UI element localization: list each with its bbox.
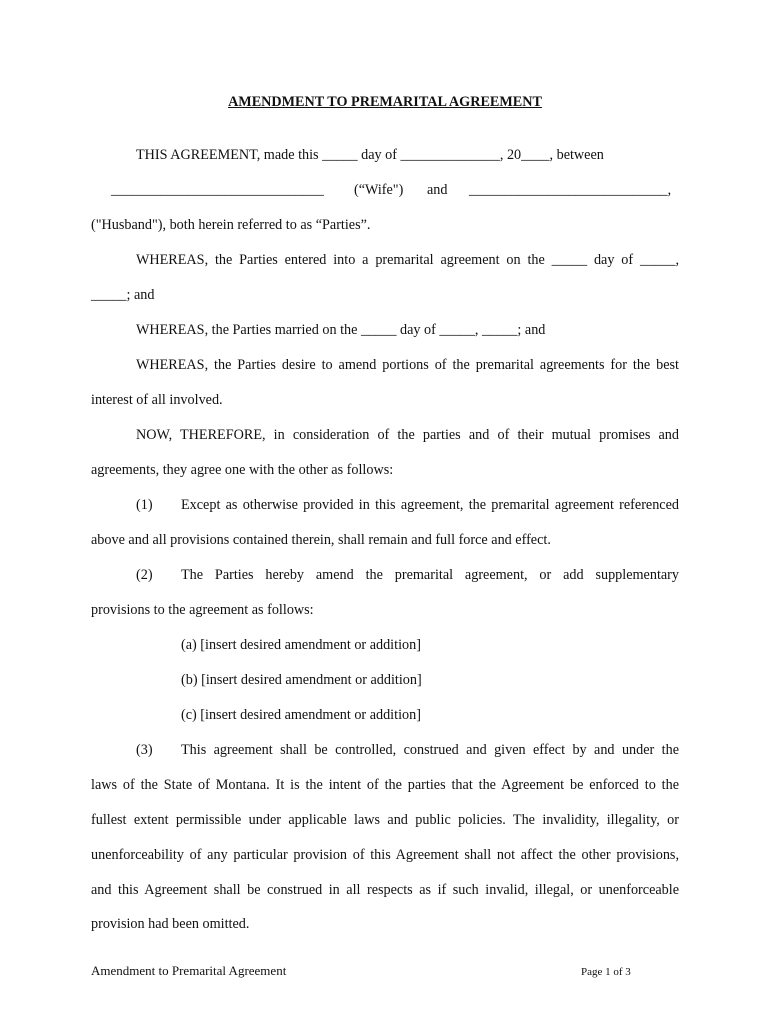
- whereas-2: WHEREAS, the Parties married on the _____ day of _____, _____; and: [136, 322, 546, 338]
- footer-page-number: Page 1 of 3: [581, 966, 631, 978]
- clause-2-item-c: (c) [insert desired amendment or addition]: [181, 707, 421, 723]
- now-therefore-line-1: NOW, THEREFORE, in consideration of the parties and of their mutual promises and: [136, 427, 679, 443]
- whereas-3-line-1: WHEREAS, the Parties desire to amend portions of the premarital agreements for the best: [136, 357, 679, 373]
- clause-2-item-a: (a) [insert desired amendment or addition]: [181, 637, 421, 653]
- clause-1-line-1: Except as otherwise provided in this agreement, the premarital agreement referenced: [181, 497, 679, 513]
- clause-1-line-2: above and all provisions contained therein, shall remain and full force and effect.: [91, 532, 551, 548]
- clause-2-line-2: provisions to the agreement as follows:: [91, 602, 314, 618]
- husband-line: ("Husband"), both herein referred to as “Parties”.: [91, 217, 371, 233]
- document-title: AMENDMENT TO PREMARITAL AGREEMENT: [228, 94, 542, 110]
- and-text: and: [427, 182, 448, 198]
- clause-1-number: (1): [136, 497, 153, 513]
- clause-3-line-5: and this Agreement shall be construed in all respects as if such invalid, illegal, or unenforceable: [91, 882, 679, 898]
- opening-line: THIS AGREEMENT, made this _____ day of ______________, 20____, between: [136, 147, 604, 163]
- wife-label: (“Wife"): [354, 182, 404, 198]
- clause-3-number: (3): [136, 742, 153, 758]
- clause-3-line-1: This agreement shall be controlled, construed and given effect by and under the: [181, 742, 679, 758]
- husband-blank: ____________________________,: [469, 182, 672, 198]
- clause-2-line-1: The Parties hereby amend the premarital agreement, or add supplementary: [181, 567, 679, 583]
- clause-3-line-4: unenforceability of any particular provision of this Agreement shall not affect the other provisions,: [91, 847, 679, 863]
- clause-2-number: (2): [136, 567, 153, 583]
- whereas-3-line-2: interest of all involved.: [91, 392, 223, 408]
- clause-2-item-b: (b) [insert desired amendment or addition]: [181, 672, 422, 688]
- wife-blank: ______________________________: [111, 182, 324, 198]
- now-therefore-line-2: agreements, they agree one with the other as follows:: [91, 462, 394, 478]
- clause-3-line-3: fullest extent permissible under applicable laws and public policies. The invalidity, illegality, or: [91, 812, 679, 828]
- whereas-1-line-1: WHEREAS, the Parties entered into a premarital agreement on the _____ day of _____,: [136, 252, 679, 268]
- clause-3-line-2: laws of the State of Montana. It is the intent of the parties that the Agreement be enforced to the: [91, 777, 679, 793]
- footer-document-name: Amendment to Premarital Agreement: [91, 963, 287, 978]
- whereas-1-line-2: _____; and: [91, 287, 155, 303]
- clause-3-line-6: provision had been omitted.: [91, 916, 250, 932]
